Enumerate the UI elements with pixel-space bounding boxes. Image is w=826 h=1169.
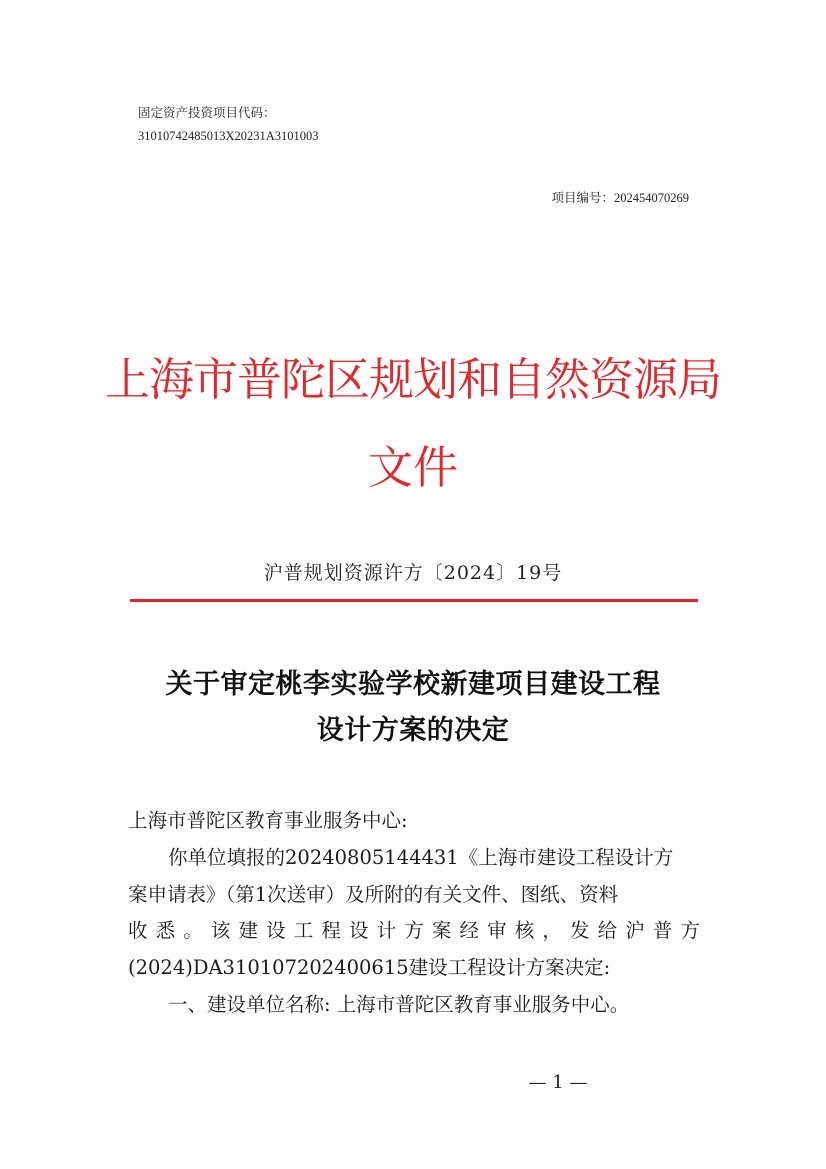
body-line: 你单位填报的20240805144431《上海市建设工程设计方 bbox=[168, 845, 674, 869]
document-body bbox=[128, 803, 700, 1024]
document-title bbox=[100, 662, 726, 754]
red-divider bbox=[130, 599, 698, 602]
project-code-value: 31010742485013X20231A3101003 bbox=[138, 129, 319, 143]
item-1: 一、建设单位名称: 上海市普陀区教育事业服务中心。 bbox=[168, 992, 630, 1016]
issuer-name: 上海市普陀区规划和自然资源局 bbox=[104, 353, 721, 406]
document-number: 沪普规划资源许方〔2024〕19号 bbox=[263, 562, 563, 584]
title-line-1: 关于审定桃李实验学校新建项目建设工程 bbox=[165, 669, 661, 700]
recipient: 上海市普陀区教育事业服务中心: bbox=[128, 809, 408, 832]
body-line: (2024)DA310107202400615建设工程设计方案决定: bbox=[128, 956, 611, 980]
issuer-doc-type: 文件 bbox=[367, 441, 458, 494]
project-code-label: 固定资产投资项目代码： bbox=[138, 106, 276, 120]
body-line: 收悉。该建设工程设计方案经审核，发给沪普方 bbox=[128, 919, 700, 943]
page-number: — 1 — bbox=[528, 1072, 588, 1093]
title-line-2: 设计方案的决定 bbox=[316, 715, 510, 746]
project-number: 项目编号：202454070269 bbox=[551, 191, 689, 205]
project-code-block bbox=[138, 102, 319, 148]
body-line: 案申请表》（第1次送审）及所附的有关文件、图纸、资料 bbox=[128, 882, 619, 906]
